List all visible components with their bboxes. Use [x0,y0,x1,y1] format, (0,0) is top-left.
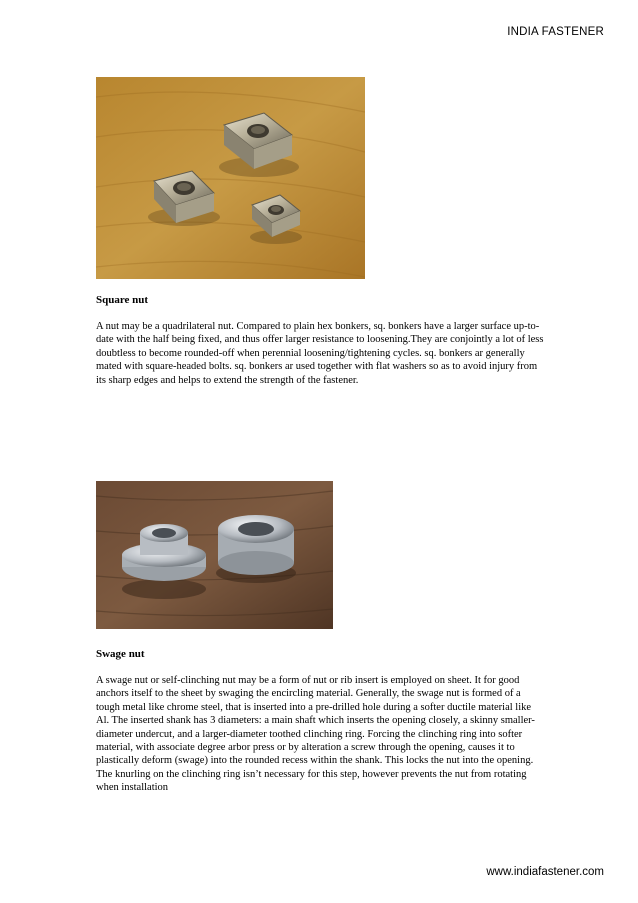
footer-url: www.indiafastener.com [486,866,604,878]
square-nut-paragraph: A nut may be a quadrilateral nut. Compared to plain hex bonkers, sq. bonkers have a larger surface up-to-date with the half being fixed, and thus offer larger resistance to loosening.They are conjointly a lot of less doubtless to become rounded-off when perennial loosening/tightening cycles. sq. bonkers ar generally mated with square-headed bolts. sq. bonkers ar used together with flat washers so as to avoid injury from its sharp edges and helps to extend the strength of the fastener. [96,321,544,386]
swage-nut-paragraph: A swage nut or self-clinching nut may be a form of nut or rib insert is employed on sheet. It for good anchors itself to the sheet by swaging the encircling material. Generally, the swage nut is formed of a tough metal like chrome steel, that is inserted into a pre-drilled hole during a softer ductile material like Al. The inserted shank has 3 diameters: a main shaft which inserts the opening closely, a skinny smaller-diameter undercut, and a larger-diameter toothed clinching ring. Forcing the clinching ring into softer material, with associate degree arbor press or by alteration a screw through the opening, causes it to plastically deform (swage) into the rounded recess within the shank. This locks the nut into the opening. The knurling on the clinching ring isn’t necessary for this step, however prevents the nut from rotating when installation [96,675,535,794]
swage-nut-photo [96,481,333,629]
header-brand: INDIA FASTENER [507,26,604,38]
square-nut-heading: Square nut [96,294,149,306]
square-nut-photo [96,77,365,279]
swage-nut-heading: Swage nut [96,648,145,660]
